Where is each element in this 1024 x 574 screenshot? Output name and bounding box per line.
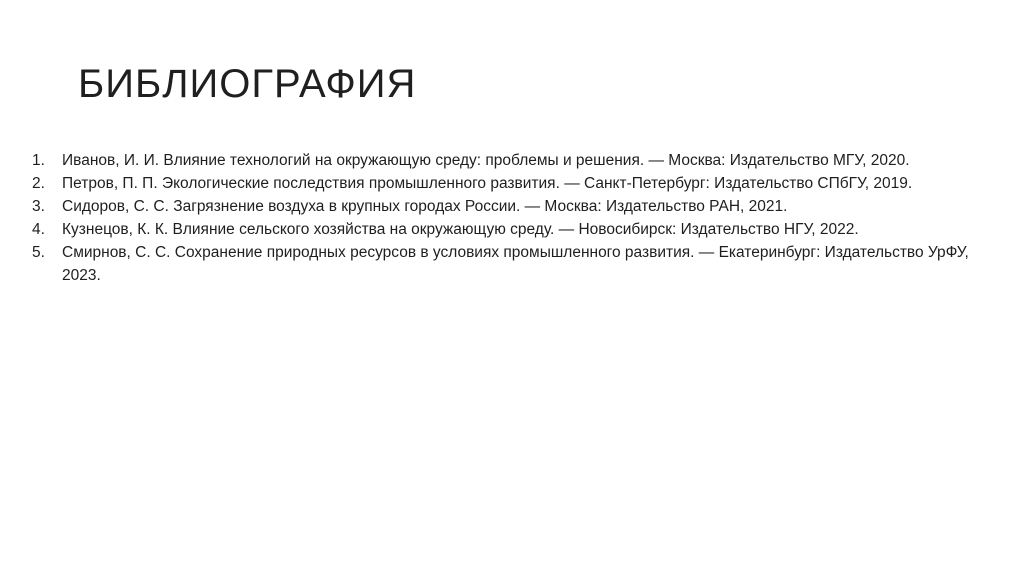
item-number: 3. [32,198,45,215]
bibliography-item [28,149,988,172]
item-text: Иванов, И. И. Влияние технологий на окружающую среду: проблемы и решения. — Москва: Издательство МГУ, 2020. [62,152,910,169]
slide-title: БИБЛИОГРАФИЯ [78,62,417,106]
item-number: 4. [32,221,45,238]
item-text: Смирнов, С. С. Сохранение природных ресурсов в условиях промышленного развития. — Екатеринбург: Издательство УрФУ, 2023. [62,244,969,284]
item-number: 5. [32,244,45,261]
bibliography-list [28,149,988,287]
item-text: Петров, П. П. Экологические последствия промышленного развития. — Санкт-Петербург: Издательство СПбГУ, 2019. [62,175,913,192]
bibliography-item [28,241,988,287]
item-text: Кузнецов, К. К. Влияние сельского хозяйства на окружающую среду. — Новосибирск: Издательство НГУ, 2022. [62,221,859,238]
item-text: Сидоров, С. С. Загрязнение воздуха в крупных городах России. — Москва: Издательство РАН, 2021. [62,198,788,215]
bibliography-item [28,172,988,195]
bibliography-item [28,195,988,218]
item-number: 2. [32,175,45,192]
bibliography-item [28,218,988,241]
item-number: 1. [32,152,45,169]
